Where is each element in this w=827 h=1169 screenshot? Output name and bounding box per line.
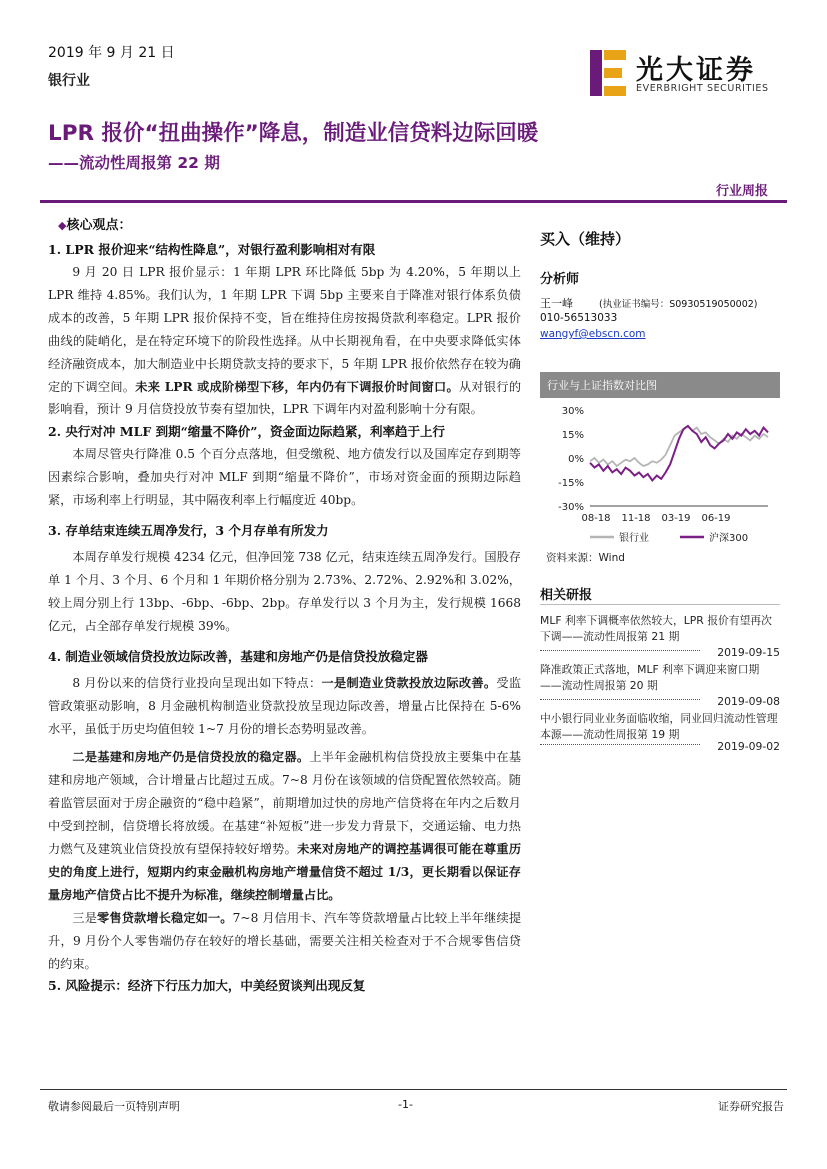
section-3-title: 3. 存单结束连续五周净发行，3 个月存单有所发力 [48, 523, 329, 539]
y-tick-label: 30% [561, 406, 584, 417]
leader-dots [540, 744, 700, 745]
section-1-title: 1. LPR 报价迎来“结构性降息”，对银行盈利影响相对有限 [48, 242, 376, 257]
legend-label: 银行业 [619, 533, 649, 544]
y-tick-label: -30% [558, 502, 584, 513]
leader-dots [540, 650, 700, 651]
header-divider [40, 200, 787, 203]
analyst-email-link[interactable]: wangyf@ebscn.com [540, 328, 646, 340]
related-report-3-title[interactable]: 中小银行同业业务面临收缩，同业回归流动性管理本源——流动性周报第 19 期 [540, 712, 778, 741]
leader-dots [540, 699, 700, 700]
related-reports-heading: 相关研报 [540, 588, 593, 603]
section-4-title: 4. 制造业领域信贷投放边际改善，基建和房地产仍是信贷投放稳定器 [48, 648, 428, 664]
rating: 买入（维持） [540, 230, 631, 248]
analyst-heading: 分析师 [540, 272, 580, 287]
report-title: LPR 报价“扭曲操作”降息，制造业信贷料边际回暖 [48, 121, 539, 146]
industry-label: 银行业 [48, 73, 90, 89]
analyst-certificate: (执业证书编号：S0930519050002) [599, 299, 758, 310]
section-4-paragraph-3: 三是零售贷款增长稳定如一。7~8 月信用卡、汽车等贷款增量占比较上半年继续提升，9 月份个人零售端仍存在较好的增长基础，需要关注相关检查对于不合规零售信贷的约束。 [48, 910, 522, 971]
chart-source: 资料来源：Wind [546, 552, 625, 564]
core-heading-text: 核心观点： [66, 218, 132, 233]
related-divider [540, 604, 780, 605]
x-tick-label: 08-18 [581, 513, 611, 524]
y-tick-label: 0% [568, 454, 584, 465]
related-report-1-title[interactable]: MLF 利率下调概率依然较大，LPR 报价有望再次下调——流动性周报第 21 期 [540, 614, 772, 643]
diamond-icon: ◆ [58, 219, 67, 232]
section-3-paragraph: 本周存单发行规模 4234 亿元，但净回笼 738 亿元，结束连续五周净发行。国股存单 1 个月、3 个月、6 个月和 1 年期价格分别为 2.73%、2.72%、2.92%和 3.02%，较上周分别上行 13bp、-6bp、-6bp、2bp。存单发行以 3 个月为主，发行规模 1668 亿元，占全部存单发行规模 39%。 [48, 550, 521, 633]
analyst-name: 王一峰 [540, 297, 573, 310]
series-line-沪深300 [590, 426, 768, 480]
legend-label: 沪深300 [709, 533, 749, 544]
analyst-phone: 010-56513033 [540, 312, 618, 324]
related-report-2-date: 2019-09-08 [700, 695, 780, 709]
y-tick-label: -15% [558, 478, 584, 489]
section-5-title: 5. 风险提示：经济下行压力加大，中美经贸谈判出现反复 [48, 978, 366, 994]
series-line-银行业 [590, 426, 768, 466]
everbright-logo-mark [590, 50, 630, 96]
chart-title: 行业与上证指数对比图 [547, 379, 657, 392]
section-2-title: 2. 央行对冲 MLF 到期“缩量不降价”，资金面边际趋紧，利率趋于上行 [48, 424, 445, 440]
x-tick-label: 03-19 [661, 513, 691, 524]
x-tick-label: 11-18 [621, 513, 651, 524]
x-tick-label: 06-19 [701, 513, 731, 524]
comparison-chart [540, 400, 780, 546]
page-number: -1- [398, 1098, 413, 1111]
logo-text-cn: 光大证券 [636, 55, 756, 86]
logo-text-en: EVERBRIGHT SECURITIES [636, 83, 769, 94]
footer-divider [40, 1089, 787, 1090]
section-4-paragraph-1: 8 月份以来的信贷行业投向呈现出如下特点：一是制造业贷款投放边际改善。受监管政策驱动影响，8 月金融机构制造业贷款投放呈现边际改善，增量占比保持在 5-6%水平，虽低于历史均值但较 1~7 月份的增长态势明显改善。 [48, 675, 522, 736]
footer-disclaimer: 敬请参阅最后一页特别声明 [48, 1100, 180, 1113]
section-4-paragraph-2: 二是基建和房地产仍是信贷投放的稳定器。上半年金融机构信贷投放主要集中在基建和房地产领域，合计增量占比超过五成。7~8 月份在该领域的信贷配置依然较高。随着监管层面对于房企融资的“稳中趋紧”，前期增加过快的房地产信贷将在年内之后数月中受到控制，信贷增长将放缓。在基建“补短板”进一步发力背景下，交通运输、电力热力燃气及建筑业信贷投放有望保持较好增势。未来对房地产的调控基调很可能在尊重历史的角度上进行，短期内约束金融机构房地产增量信贷不超过 1/3，更长期看以保证存量房地产信贷占比不提升为标准，继续控制增量占比。 [48, 750, 522, 902]
footer-report-label: 证券研究报告 [718, 1100, 784, 1113]
section-1-paragraph: 9 月 20 日 LPR 报价显示：1 年期 LPR 环比降低 5bp 为 4.20%，5 年期以上 LPR 维持 4.85%。我们认为，1 年期 LPR 下调 5bp 主要来自于降准对银行体系负债成本的改善，5 年期 LPR 报价保持不变，旨在维持住房按揭贷款利率稳定。LPR 报价曲线的陡峭化，是在特定环境下的阶段性选择。从中长期视角看，在中央要求降低实体经济融资成本，加大制造业中长期贷款支持的要求下，5 年期 LPR 报价依然存在较为确定的下调空间。未来 LPR 或成阶梯型下移，年内仍有下调报价时间窗口。从对银行的影响看，预计 9 月信贷投放节奏有望加快，LPR 下调年内对盈利影响十分有限。 [48, 265, 522, 417]
core-views [48, 214, 521, 997]
report-subtitle: ——流动性周报第 22 期 [48, 154, 220, 172]
report-type: 行业周报 [716, 184, 769, 199]
report-date: 2019 年 9 月 21 日 [48, 45, 175, 61]
y-tick-label: 15% [561, 430, 584, 441]
section-2-paragraph: 本周尽管央行降准 0.5 个百分点落地，但受缴税、地方债发行以及国库定存到期等因素综合影响，叠加央行对冲 MLF 到期“缩量不降价”，市场对资金面的预期边际趋紧，市场利率上行明显，其中隔夜利率上行幅度近 40bp。 [48, 447, 521, 508]
core-heading [58, 214, 521, 233]
related-report-2-title[interactable]: 降准政策正式落地，MLF 利率下调迎来窗口期——流动性周报第 20 期 [540, 663, 760, 692]
related-report-3-date: 2019-09-02 [700, 740, 780, 754]
related-report-1-date: 2019-09-15 [700, 646, 780, 660]
